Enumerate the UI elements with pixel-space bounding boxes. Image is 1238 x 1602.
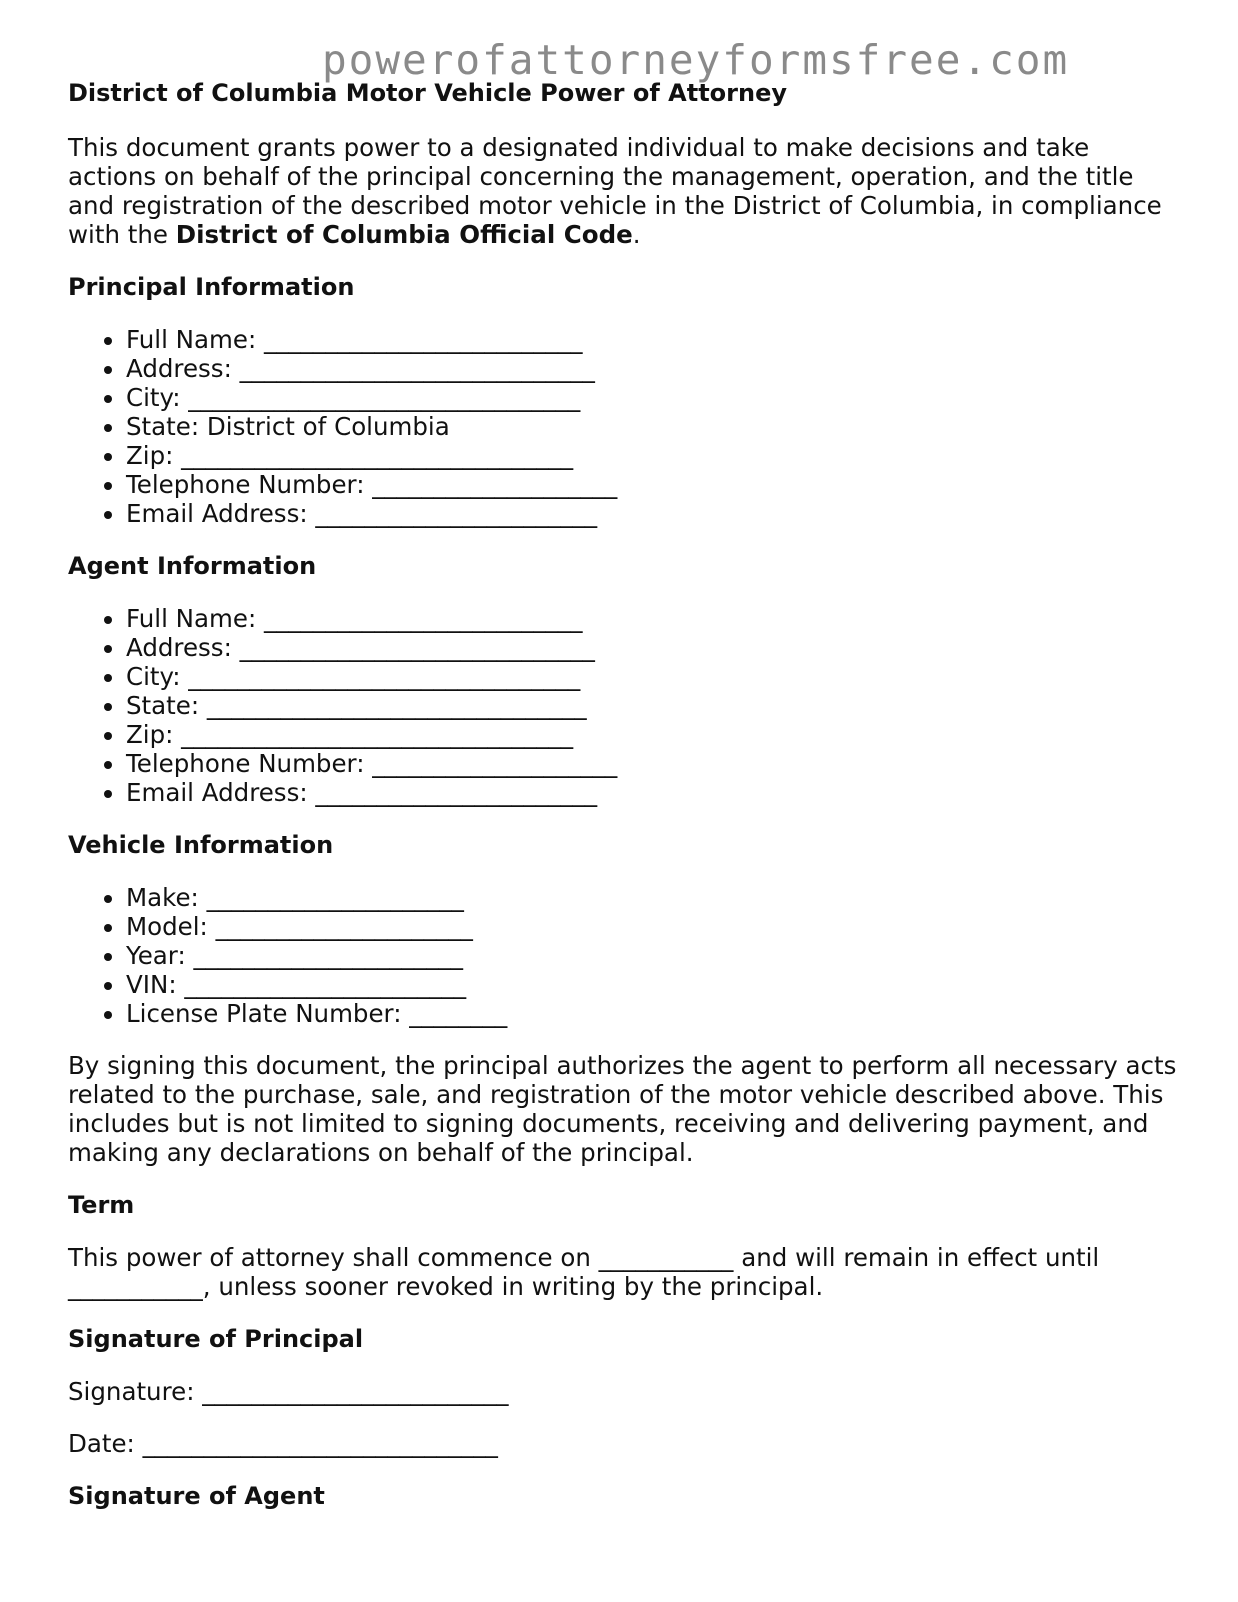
principal-telephone-field: • Telephone Number: ____________________ [126, 470, 1178, 499]
term-paragraph: This power of attorney shall commence on ___________ and will remain in effect until ___________, unless sooner revoked in writing by the principal. [68, 1243, 1100, 1301]
vehicle-vin-field: • VIN: _______________________ [126, 970, 1178, 999]
agent-full-name-field: • Full Name: __________________________ [126, 604, 1178, 633]
principal-address-field: • Address: _____________________________ [126, 354, 1178, 383]
agent-city-field: • City: ________________________________ [126, 662, 1178, 691]
principal-city-field: • City: ________________________________ [126, 383, 1178, 412]
agent-email-field: • Email Address: _______________________ [126, 778, 1178, 807]
principal-heading: Principal Information [68, 273, 355, 301]
agent-zip-field: • Zip: ________________________________ [126, 720, 1178, 749]
vehicle-make-field: • Make: _____________________ [126, 883, 1178, 912]
intro-paragraph [68, 133, 1178, 249]
term-heading: Term [68, 1191, 135, 1219]
vehicle-model-field: • Model: _____________________ [126, 912, 1178, 941]
intro-end: . [632, 220, 641, 249]
document-title: District of Columbia Motor Vehicle Power of Attorney [68, 79, 788, 107]
agent-signature-heading: Signature of Agent [68, 1482, 325, 1510]
authorization-paragraph: By signing this document, the principal authorizes the agent to perform all necessary acts related to the purchase, sale, and registration of the motor vehicle described above. This includes but is not limited to signing documents, receiving and delivering payment, and making any declarations on behalf of the principal. [68, 1051, 1177, 1167]
vehicle-heading: Vehicle Information [68, 831, 334, 859]
principal-date-line: Date: _____________________________ [68, 1429, 498, 1458]
intro-text: This document grants power to a designated individual to make decisions and take actions on behalf of the principal concerning the management, operation, and the title and registration of the described motor vehicle in the District of Columbia, in compliance with the [68, 133, 1162, 249]
vehicle-license-plate-field: • License Plate Number: ________ [126, 999, 1178, 1028]
vehicle-fields [68, 883, 1178, 1028]
agent-telephone-field: • Telephone Number: ____________________ [126, 749, 1178, 778]
intro-code-reference: District of Columbia Official Code [175, 220, 633, 249]
principal-state-field: • State: District of Columbia [126, 412, 1178, 441]
agent-heading: Agent Information [68, 552, 317, 580]
principal-zip-field: • Zip: ________________________________ [126, 441, 1178, 470]
agent-state-field: • State: _______________________________ [126, 691, 1178, 720]
agent-address-field: • Address: _____________________________ [126, 633, 1178, 662]
principal-signature-line: Signature: _________________________ [68, 1377, 509, 1406]
document [68, 78, 1178, 1534]
agent-fields [68, 604, 1178, 807]
vehicle-year-field: • Year: ______________________ [126, 941, 1178, 970]
principal-full-name-field: • Full Name: __________________________ [126, 325, 1178, 354]
principal-fields [68, 325, 1178, 528]
principal-email-field: • Email Address: _______________________ [126, 499, 1178, 528]
watermark: powerofattorneyformsfree.com [322, 36, 1070, 84]
principal-signature-heading: Signature of Principal [68, 1325, 364, 1353]
